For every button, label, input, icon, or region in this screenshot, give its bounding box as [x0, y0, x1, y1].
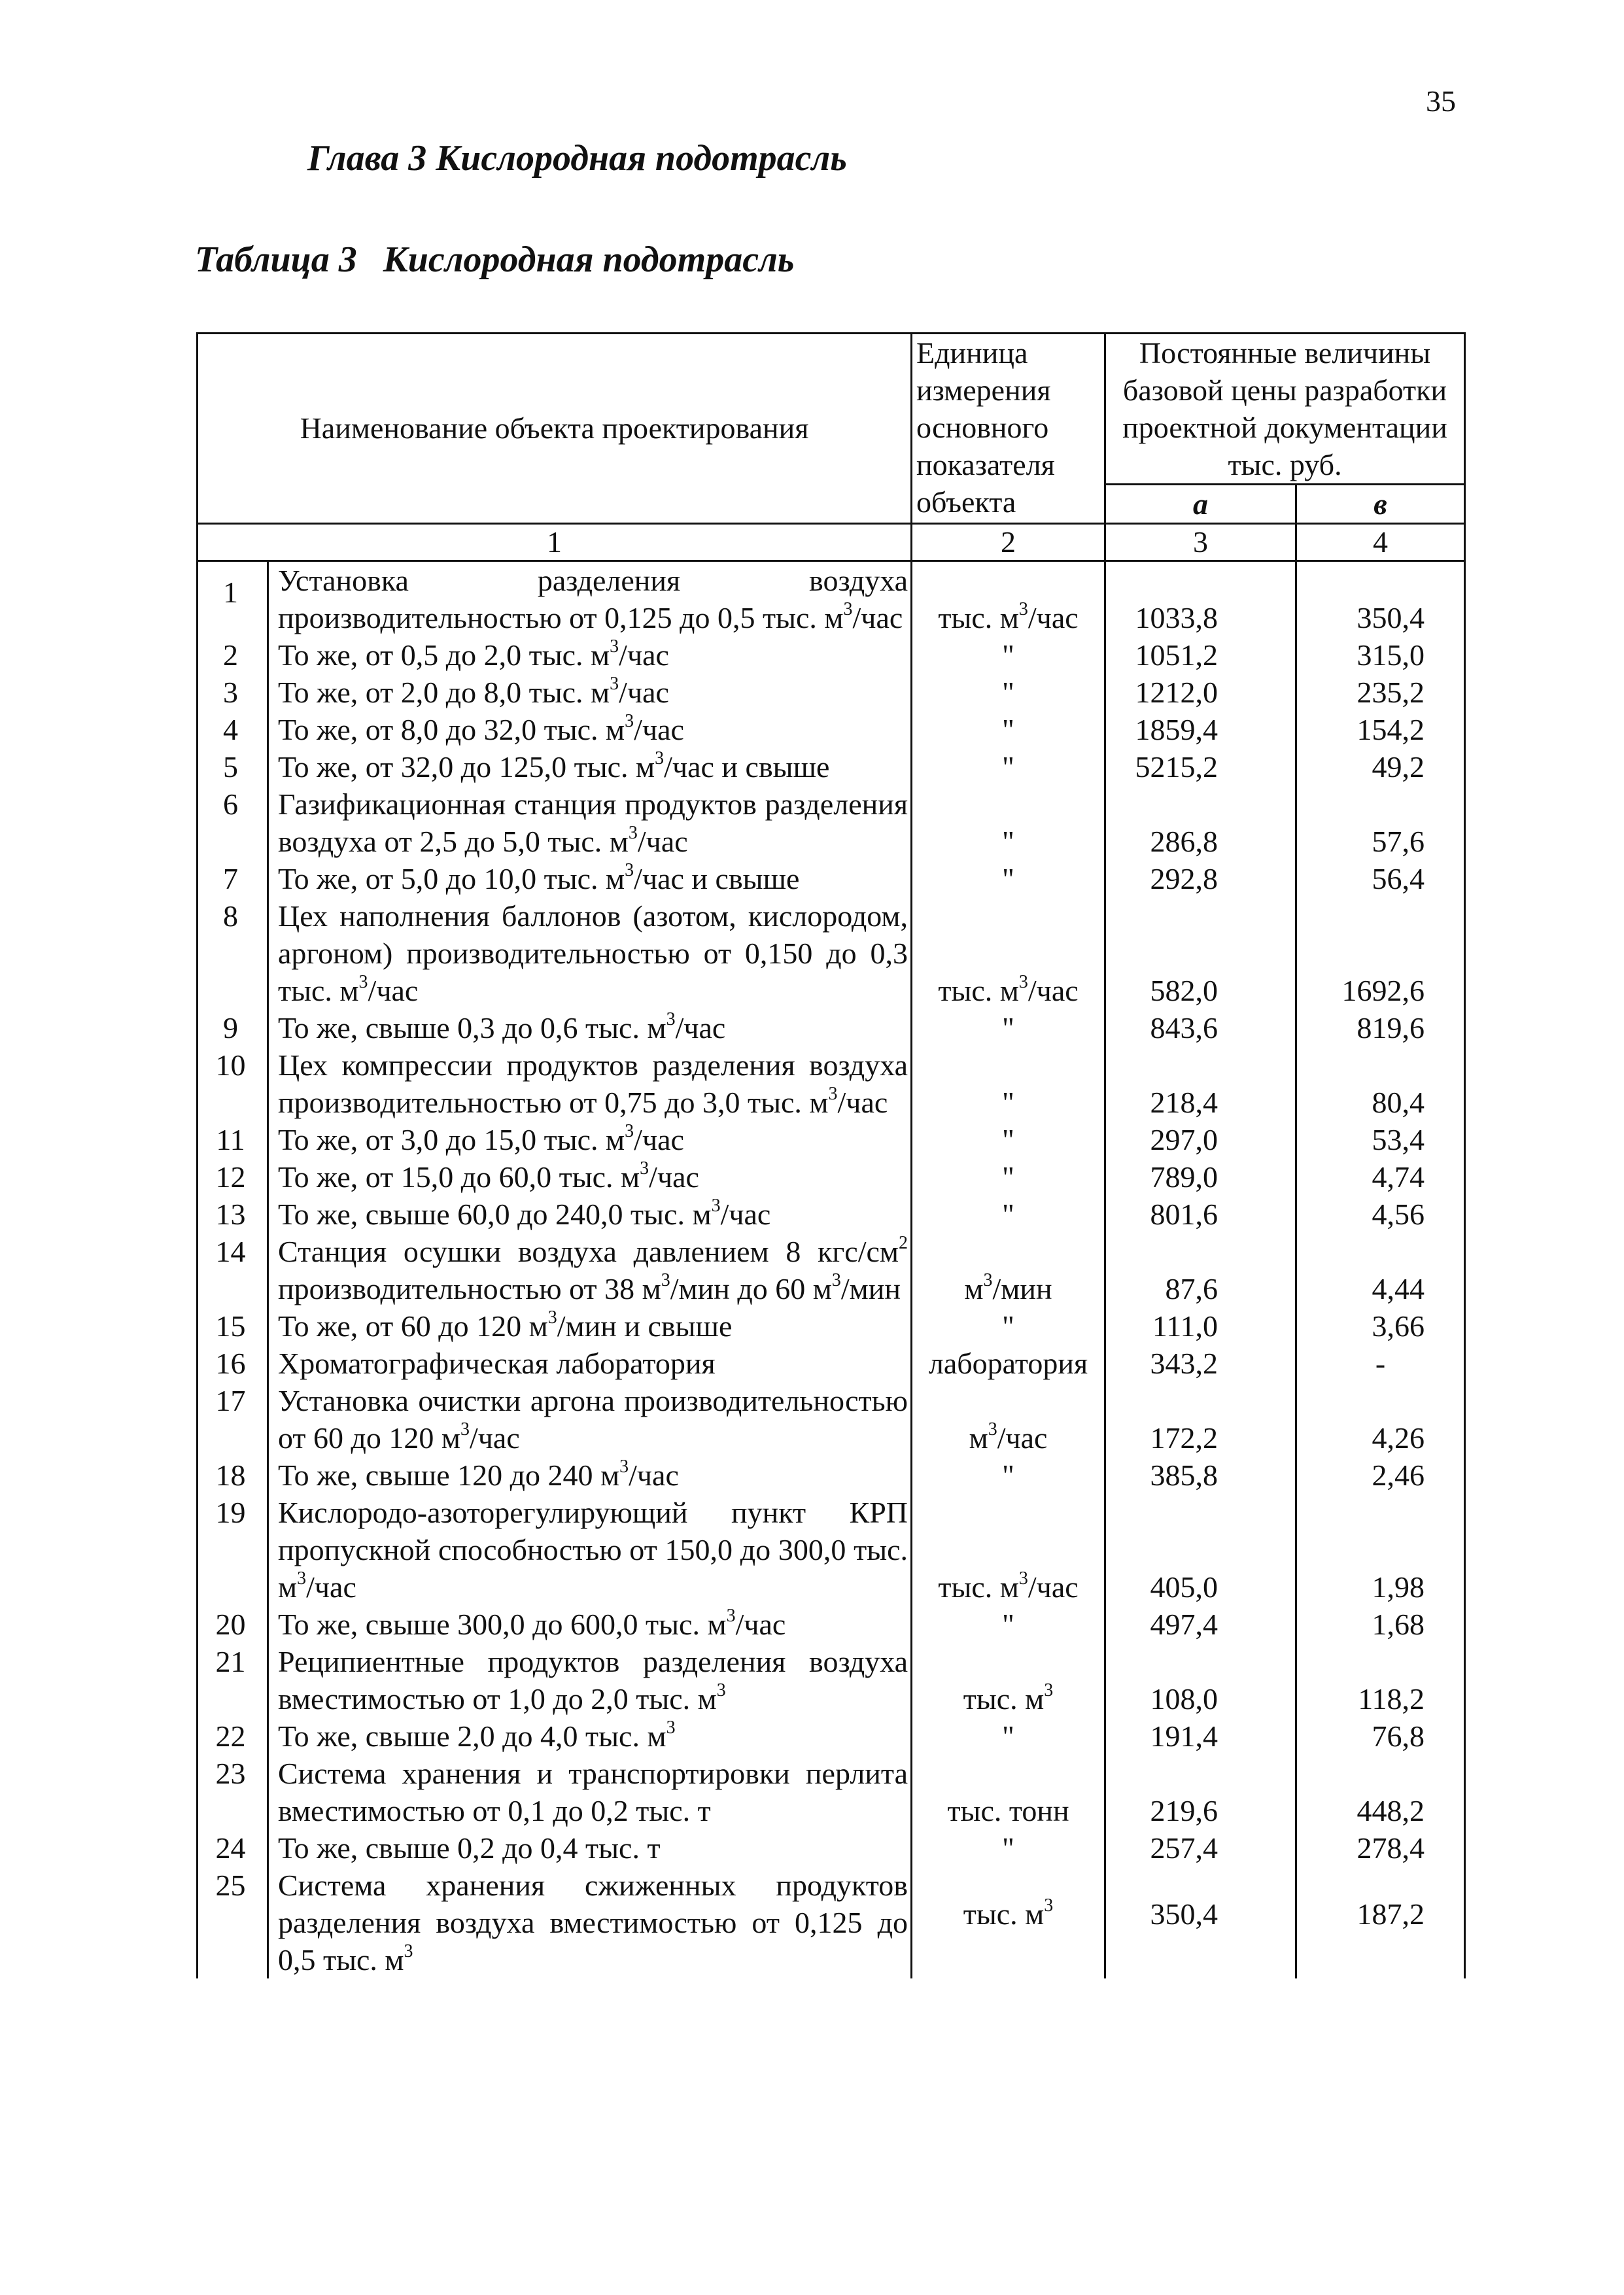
- row-name: Кислородо-азоторегулирующий пункт КРП пропускной способностью от 150,0 до 300,0 тыс. $м^3$/час: [268, 1494, 912, 1606]
- page-number: 35: [1426, 84, 1456, 118]
- table-title-label: Таблица 3: [195, 239, 357, 280]
- row-name: То же, от 32,0 до 125,0 тыс. $м^3$/час и свыше: [268, 748, 912, 785]
- row-value-b: 57,6: [1296, 785, 1465, 860]
- table-row: [198, 1121, 1465, 1158]
- table-row: [198, 748, 1465, 785]
- row-number: 11: [198, 1121, 268, 1158]
- row-value-a: 1859,4: [1105, 711, 1296, 748]
- row-value-b: 4,74: [1296, 1158, 1465, 1196]
- row-value-a: 172,2: [1105, 1382, 1296, 1457]
- row-value-b: 154,2: [1296, 711, 1465, 748]
- row-value-b: 4,56: [1296, 1196, 1465, 1233]
- row-name: То же, свыше 0,2 до 0,4 тыс. т: [268, 1829, 912, 1867]
- row-value-b: 118,2: [1296, 1643, 1465, 1717]
- table-row: [198, 711, 1465, 748]
- row-unit: тыс. $м^3$/час: [912, 897, 1105, 1009]
- row-unit: тыс. тонн: [912, 1755, 1105, 1829]
- row-value-b: 1,98: [1296, 1494, 1465, 1606]
- prices-table: [196, 332, 1466, 1978]
- table-row: [198, 1233, 1465, 1307]
- row-number: 20: [198, 1606, 268, 1643]
- row-name: Система хранения и транспортировки перлита вместимостью от 0,1 до 0,2 тыс. т: [268, 1755, 912, 1829]
- header-name: Наименование объекта проектирования: [198, 334, 912, 524]
- table-row: [198, 636, 1465, 674]
- row-unit: ": [912, 1307, 1105, 1345]
- row-unit: ": [912, 1717, 1105, 1755]
- row-number: 21: [198, 1643, 268, 1717]
- row-name: То же, свыше 0,3 до 0,6 тыс. $м^3$/час: [268, 1009, 912, 1046]
- table-row: [198, 1382, 1465, 1457]
- row-unit: ": [912, 1457, 1105, 1494]
- row-number: 22: [198, 1717, 268, 1755]
- header-col-number: 3: [1105, 524, 1296, 561]
- row-value-b: 350,4: [1296, 561, 1465, 637]
- table-row: [198, 1643, 1465, 1717]
- row-value-b: 56,4: [1296, 860, 1465, 897]
- row-number: 17: [198, 1382, 268, 1457]
- row-value-a: 497,4: [1105, 1606, 1296, 1643]
- row-value-b: 3,66: [1296, 1307, 1465, 1345]
- row-name: Реципиентные продуктов разделения воздуха вместимостью от 1,0 до 2,0 тыс. $м^3$: [268, 1643, 912, 1717]
- row-value-b: 49,2: [1296, 748, 1465, 785]
- row-value-b: 4,26: [1296, 1382, 1465, 1457]
- row-name: То же, свыше 60,0 до 240,0 тыс. $м^3$/час: [268, 1196, 912, 1233]
- row-value-a: 286,8: [1105, 785, 1296, 860]
- row-name: То же, от 15,0 до 60,0 тыс. $м^3$/час: [268, 1158, 912, 1196]
- row-value-b: 278,4: [1296, 1829, 1465, 1867]
- row-unit: ": [912, 1606, 1105, 1643]
- row-number: 1: [198, 561, 268, 637]
- row-unit: ": [912, 1121, 1105, 1158]
- table-row: [198, 1307, 1465, 1345]
- row-number: 13: [198, 1196, 268, 1233]
- row-name: То же, от 8,0 до 32,0 тыс. $м^3$/час: [268, 711, 912, 748]
- row-number: 23: [198, 1755, 268, 1829]
- row-value-b: -: [1296, 1345, 1465, 1382]
- row-value-b: 1692,6: [1296, 897, 1465, 1009]
- row-unit: ": [912, 785, 1105, 860]
- row-number: 6: [198, 785, 268, 860]
- row-unit: ": [912, 636, 1105, 674]
- row-number: 3: [198, 674, 268, 711]
- header-col-number: 2: [912, 524, 1105, 561]
- row-value-a: 1212,0: [1105, 674, 1296, 711]
- row-unit: ": [912, 1196, 1105, 1233]
- table-row: [198, 1345, 1465, 1382]
- row-value-a: 343,2: [1105, 1345, 1296, 1382]
- table-row: [198, 674, 1465, 711]
- table-row: [198, 1606, 1465, 1643]
- row-value-b: 53,4: [1296, 1121, 1465, 1158]
- table-row: [198, 561, 1465, 637]
- row-unit: лаборатория: [912, 1345, 1105, 1382]
- table-row: [198, 1755, 1465, 1829]
- row-value-b: 235,2: [1296, 674, 1465, 711]
- row-value-a: 108,0: [1105, 1643, 1296, 1717]
- row-number: 12: [198, 1158, 268, 1196]
- row-value-a: 350,4: [1105, 1867, 1296, 1978]
- row-number: 15: [198, 1307, 268, 1345]
- table-row: [198, 785, 1465, 860]
- row-unit: ": [912, 674, 1105, 711]
- row-number: 16: [198, 1345, 268, 1382]
- header-const: Постоянные величины базовой цены разработки проектной документации тыс. руб.: [1105, 334, 1465, 485]
- row-unit: $м^3$/час: [912, 1382, 1105, 1457]
- row-value-b: 4,44: [1296, 1233, 1465, 1307]
- row-number: 4: [198, 711, 268, 748]
- row-name: То же, свыше 2,0 до 4,0 тыс. $м^3$: [268, 1717, 912, 1755]
- table-row: [198, 1717, 1465, 1755]
- row-value-b: 2,46: [1296, 1457, 1465, 1494]
- row-value-a: 292,8: [1105, 860, 1296, 897]
- header-col-number: 1: [198, 524, 912, 561]
- table-row: [198, 1494, 1465, 1606]
- row-unit: ": [912, 1009, 1105, 1046]
- table-row: [198, 1867, 1465, 1978]
- row-value-a: 405,0: [1105, 1494, 1296, 1606]
- row-value-a: 789,0: [1105, 1158, 1296, 1196]
- row-unit: ": [912, 748, 1105, 785]
- table-row: [198, 1009, 1465, 1046]
- table-title: [195, 239, 794, 281]
- row-name: Газификационная станция продуктов разделения воздуха от 2,5 до 5,0 тыс. $м^3$/час: [268, 785, 912, 860]
- row-value-a: 1033,8: [1105, 561, 1296, 637]
- row-unit: ": [912, 711, 1105, 748]
- row-value-a: 5215,2: [1105, 748, 1296, 785]
- table-row: [198, 1196, 1465, 1233]
- row-value-a: 257,4: [1105, 1829, 1296, 1867]
- row-value-b: 80,4: [1296, 1046, 1465, 1121]
- header-col-number: 4: [1296, 524, 1465, 561]
- row-name: То же, от 5,0 до 10,0 тыс. $м^3$/час и свыше: [268, 860, 912, 897]
- row-value-a: 111,0: [1105, 1307, 1296, 1345]
- row-name: Установка очистки аргона производительностью от 60 до 120 $м^3$/час: [268, 1382, 912, 1457]
- row-number: 14: [198, 1233, 268, 1307]
- header-unit: Единица измерения основного показателя объекта: [912, 334, 1105, 524]
- row-name: То же, от 60 до 120 $м^3$/мин и свыше: [268, 1307, 912, 1345]
- row-name: То же, свыше 300,0 до 600,0 тыс. $м^3$/час: [268, 1606, 912, 1643]
- row-number: 19: [198, 1494, 268, 1606]
- table-row: [198, 1457, 1465, 1494]
- row-name: Хроматографическая лаборатория: [268, 1345, 912, 1382]
- row-value-b: 448,2: [1296, 1755, 1465, 1829]
- row-number: 18: [198, 1457, 268, 1494]
- row-number: 10: [198, 1046, 268, 1121]
- row-value-a: 843,6: [1105, 1009, 1296, 1046]
- row-value-b: 315,0: [1296, 636, 1465, 674]
- row-value-a: 385,8: [1105, 1457, 1296, 1494]
- row-value-b: 76,8: [1296, 1717, 1465, 1755]
- row-value-b: 187,2: [1296, 1867, 1465, 1978]
- row-unit: ": [912, 1046, 1105, 1121]
- row-name: Цех наполнения баллонов (азотом, кислородом, аргоном) производительностью от 0,150 до 0,3 тыс. $м^3$/час: [268, 897, 912, 1009]
- row-unit: ": [912, 860, 1105, 897]
- row-name: Система хранения сжиженных продуктов разделения воздуха вместимостью от 0,125 до 0,5 тыс. $м^3$: [268, 1867, 912, 1978]
- row-value-a: 87,6: [1105, 1233, 1296, 1307]
- row-unit: $м^3$/мин: [912, 1233, 1105, 1307]
- row-name: Станция осушки воздуха давлением 8 кгс/$см^2$ производительностью от 38 $м^3$/мин до 60 $м^3$/мин: [268, 1233, 912, 1307]
- table-row: [198, 1829, 1465, 1867]
- chapter-title: Глава 3 Кислородная подотрасль: [307, 138, 847, 179]
- row-value-a: 1051,2: [1105, 636, 1296, 674]
- row-name: То же, свыше 120 до 240 $м^3$/час: [268, 1457, 912, 1494]
- row-name: Установка разделения воздуха производительностью от 0,125 до 0,5 тыс. $м^3$/час: [268, 561, 912, 637]
- row-number: 24: [198, 1829, 268, 1867]
- row-name: Цех компрессии продуктов разделения воздуха производительностью от 0,75 до 3,0 тыс. $м^3$/час: [268, 1046, 912, 1121]
- row-value-a: 191,4: [1105, 1717, 1296, 1755]
- row-unit: тыс. $м^3$: [912, 1643, 1105, 1717]
- table-row: [198, 1046, 1465, 1121]
- row-value-a: 218,4: [1105, 1046, 1296, 1121]
- row-value-a: 219,6: [1105, 1755, 1296, 1829]
- row-name: То же, от 0,5 до 2,0 тыс. $м^3$/час: [268, 636, 912, 674]
- row-value-a: 582,0: [1105, 897, 1296, 1009]
- row-unit: ": [912, 1829, 1105, 1867]
- row-value-a: 297,0: [1105, 1121, 1296, 1158]
- table-body: [198, 561, 1465, 1979]
- header-sub-a: а: [1105, 485, 1296, 524]
- row-value-a: 801,6: [1105, 1196, 1296, 1233]
- table-row: [198, 897, 1465, 1009]
- row-unit: тыс. $м^3$: [912, 1867, 1105, 1978]
- header-sub-b: в: [1296, 485, 1465, 524]
- row-value-b: 1,68: [1296, 1606, 1465, 1643]
- row-unit: ": [912, 1158, 1105, 1196]
- table-title-text: Кислородная подотрасль: [383, 239, 795, 280]
- row-name: То же, от 2,0 до 8,0 тыс. $м^3$/час: [268, 674, 912, 711]
- row-number: 25: [198, 1867, 268, 1978]
- table-row: [198, 860, 1465, 897]
- row-number: 9: [198, 1009, 268, 1046]
- row-number: 2: [198, 636, 268, 674]
- row-number: 5: [198, 748, 268, 785]
- table-row: [198, 1158, 1465, 1196]
- row-name: То же, от 3,0 до 15,0 тыс. $м^3$/час: [268, 1121, 912, 1158]
- row-unit: тыс. $м^3$/час: [912, 1494, 1105, 1606]
- row-unit: тыс. $м^3$/час: [912, 561, 1105, 637]
- row-number: 8: [198, 897, 268, 1009]
- row-value-b: 819,6: [1296, 1009, 1465, 1046]
- row-number: 7: [198, 860, 268, 897]
